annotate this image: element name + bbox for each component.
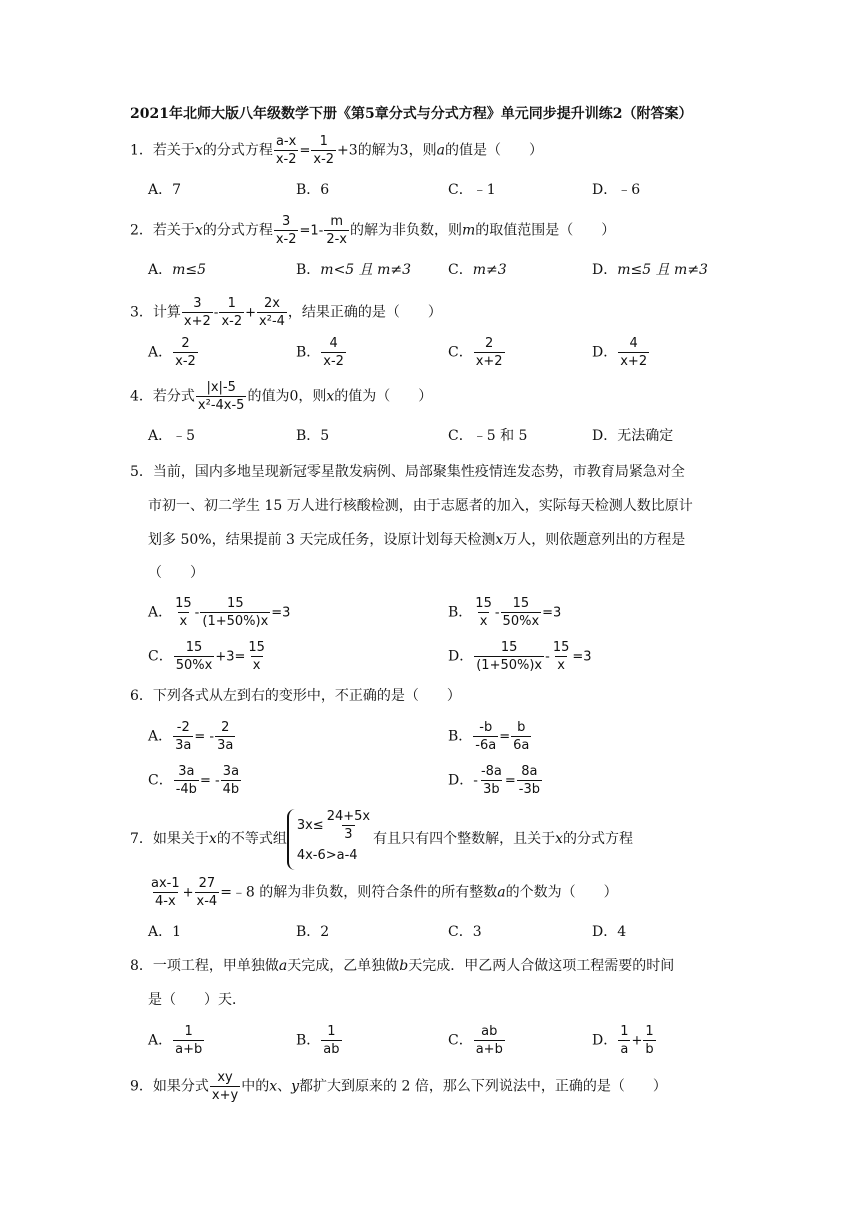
question-9: 9．如果分式 $\frac{xy}{x+y}$ 中的x、y都扩大到原来的 2 倍，那么下列说法中，正确的是（ ）: [130, 1070, 667, 1103]
question-5-line-4: （ ）: [148, 565, 204, 581]
fraction: $\frac{2x}{\text{x²-4}}$: [259, 296, 285, 329]
fraction: $\frac{a-x}{x-2}$: [275, 134, 297, 167]
option-b: B． $\frac{15}{x}$ - $\frac{15}{50\%x}$ =3: [448, 596, 562, 629]
fraction: $\frac{3}{x-2}$: [275, 214, 297, 247]
option-c: C．﹣5 和 5: [448, 428, 528, 444]
q4-text-post: 的值为0，则: [247, 388, 327, 405]
q2-var-x: x: [194, 222, 203, 239]
option-d: D．m≤5 且 m≠3: [592, 262, 708, 278]
q3-text-end: ，结果正确的是（ ）: [287, 304, 442, 321]
question-3: [130, 296, 442, 329]
option-d: D．无法确定: [592, 428, 674, 444]
option-a: A．1: [148, 924, 182, 940]
question-8-line-2: 是（ ）天．: [148, 992, 246, 1008]
question-number: 7．: [130, 831, 153, 847]
equals-one-minus: =1-: [299, 223, 324, 239]
question-2: [130, 214, 615, 247]
question-number: 9．: [130, 1078, 153, 1095]
option-d: D． $\frac{4}{x+2}$: [592, 336, 648, 369]
option-c: C．3: [448, 924, 482, 940]
question-1: [130, 134, 543, 167]
option-b: B．5: [296, 428, 330, 444]
question-number: 2．: [130, 222, 153, 239]
question-5-line-1: 5．当前，国内多地呈现新冠零星散发病例、局部聚集性疫情连发态势，市教育局紧急对全: [130, 464, 685, 480]
option-a: A． $\frac{1}{a+b}$: [148, 1024, 203, 1057]
q2-var-m: m: [462, 222, 476, 239]
q2-text-end: 的取值范围是（ ）: [475, 222, 616, 239]
question-7-line-2: $\frac{ax-1}{4-x}$ + $\frac{27}{x-4}$ =﹣8 的解为非负数，则符合条件的所有整数a的个数为（ ）: [151, 876, 618, 909]
option-a: A．﹣5: [148, 428, 196, 444]
q3-text: 计算: [152, 304, 181, 321]
option-b: B．6: [296, 182, 330, 198]
fraction: $\frac{|x|-5}{\text{x²-4x-5}}$: [197, 380, 245, 413]
question-number: 1．: [130, 142, 153, 159]
option-c: C．﹣1: [448, 182, 496, 198]
q2-text-post: 的解为非负数，则: [350, 222, 462, 239]
q1-text-post: 的解为3，则: [357, 142, 437, 159]
option-c: C． $\frac{3a}{-4b}$ = - $\frac{3a}{4b}$: [148, 764, 240, 797]
option-d: D．4: [592, 924, 627, 940]
option-a: A． $\frac{2}{x-2}$: [148, 336, 196, 369]
option-d: D． $\frac{1}{a}$ + $\frac{1}{b}$: [592, 1024, 654, 1057]
q1-var-a: a: [436, 142, 445, 159]
fraction: $\frac{m}{2-x}$: [326, 214, 347, 247]
fraction: $\frac{3}{x+2}$: [183, 296, 211, 329]
question-number: 6．: [130, 688, 153, 704]
option-d: D．﹣6: [592, 182, 641, 198]
option-d: D．- $\frac{-8a}{3b}$ = $\frac{8a}{-3b}$: [448, 764, 540, 797]
question-number: 3．: [130, 304, 153, 321]
fraction: $\frac{1}{x-2}$: [221, 296, 243, 329]
option-c: C． $\frac{15}{50\%x}$ +3= $\frac{15}{x}$: [148, 640, 265, 673]
inequality-system: 3x≤ $\frac{24+5x}{3}$ 4x-6>a-4: [287, 809, 373, 870]
q2-text-mid: 的分式方程: [202, 222, 273, 239]
option-b: B． $\frac{1}{ab}$: [296, 1024, 340, 1057]
q4-var-x: x: [326, 388, 335, 405]
option-c: C． $\frac{ab}{a+b}$: [448, 1024, 503, 1057]
option-b: B． $\frac{4}{x-2}$: [296, 336, 344, 369]
question-number: 5．: [130, 464, 153, 480]
document-title: 2021年北师大版八年级数学下册《第5章分式与分式方程》单元同步提升训练2（附答案）: [130, 106, 693, 122]
fraction: $\frac{1}{x-2}$: [313, 134, 335, 167]
option-b: B．m<5 且 m≠3: [296, 262, 412, 278]
option-a: A．7: [148, 182, 182, 198]
q1-var-x: x: [194, 142, 203, 159]
question-6: 6．下列各式从左到右的变形中，不正确的是（ ）: [130, 688, 461, 704]
option-a: A． $\frac{-2}{3a}$ = - $\frac{2}{3a}$: [148, 720, 234, 753]
minus-sign: -: [213, 305, 219, 321]
option-d: D． $\frac{15}{(1+50\%)x}$ - $\frac{15}{x}$ =3: [448, 640, 592, 673]
q1-text: 若关于: [152, 142, 195, 159]
option-a: A．m≤5: [148, 262, 207, 278]
option-c: C．m≠3: [448, 262, 507, 278]
q2-text: 若关于: [152, 222, 195, 239]
option-c: C． $\frac{2}{x+2}$: [448, 336, 503, 369]
q1-plus-3: +3: [337, 142, 358, 159]
question-8-line-1: 8．一项工程，甲单独做a天完成，乙单独做b天完成．甲乙两人合做这项工程需要的时间: [130, 958, 675, 974]
equals-sign: =: [299, 143, 311, 159]
question-4: [130, 380, 432, 413]
plus-sign: +: [245, 305, 257, 321]
question-number: 4．: [130, 388, 153, 405]
brace-icon: [287, 809, 297, 870]
question-5-line-2: 市初一、初二学生 15 万人进行核酸检测，由于志愿者的加入，实际每天检测人数比原计: [148, 498, 693, 514]
q1-text-end: 的值是（ ）: [444, 142, 543, 159]
q4-text-end: 的值为（ ）: [334, 388, 433, 405]
option-a: A． $\frac{15}{x}$ - $\frac{15}{(1+50\%)x}$ =3: [148, 596, 291, 629]
question-5-line-3: 划多 50%，结果提前 3 天完成任务，设原计划每天检测x万人，则依题意列出的方程是: [148, 532, 686, 548]
question-7-line-1: 7．如果关于x的不等式组 3x≤ $\frac{24+5x}{3}$ 4x-6>a-4 有且只有四个整数解，且关于x的分式方程: [130, 806, 633, 872]
option-b: B．2: [296, 924, 330, 940]
question-number: 8．: [130, 958, 153, 974]
q4-text: 若分式: [152, 388, 195, 405]
option-b: B． $\frac{-b}{-6a}$ = $\frac{b}{6a}$: [448, 720, 530, 753]
q1-text-mid: 的分式方程: [202, 142, 273, 159]
